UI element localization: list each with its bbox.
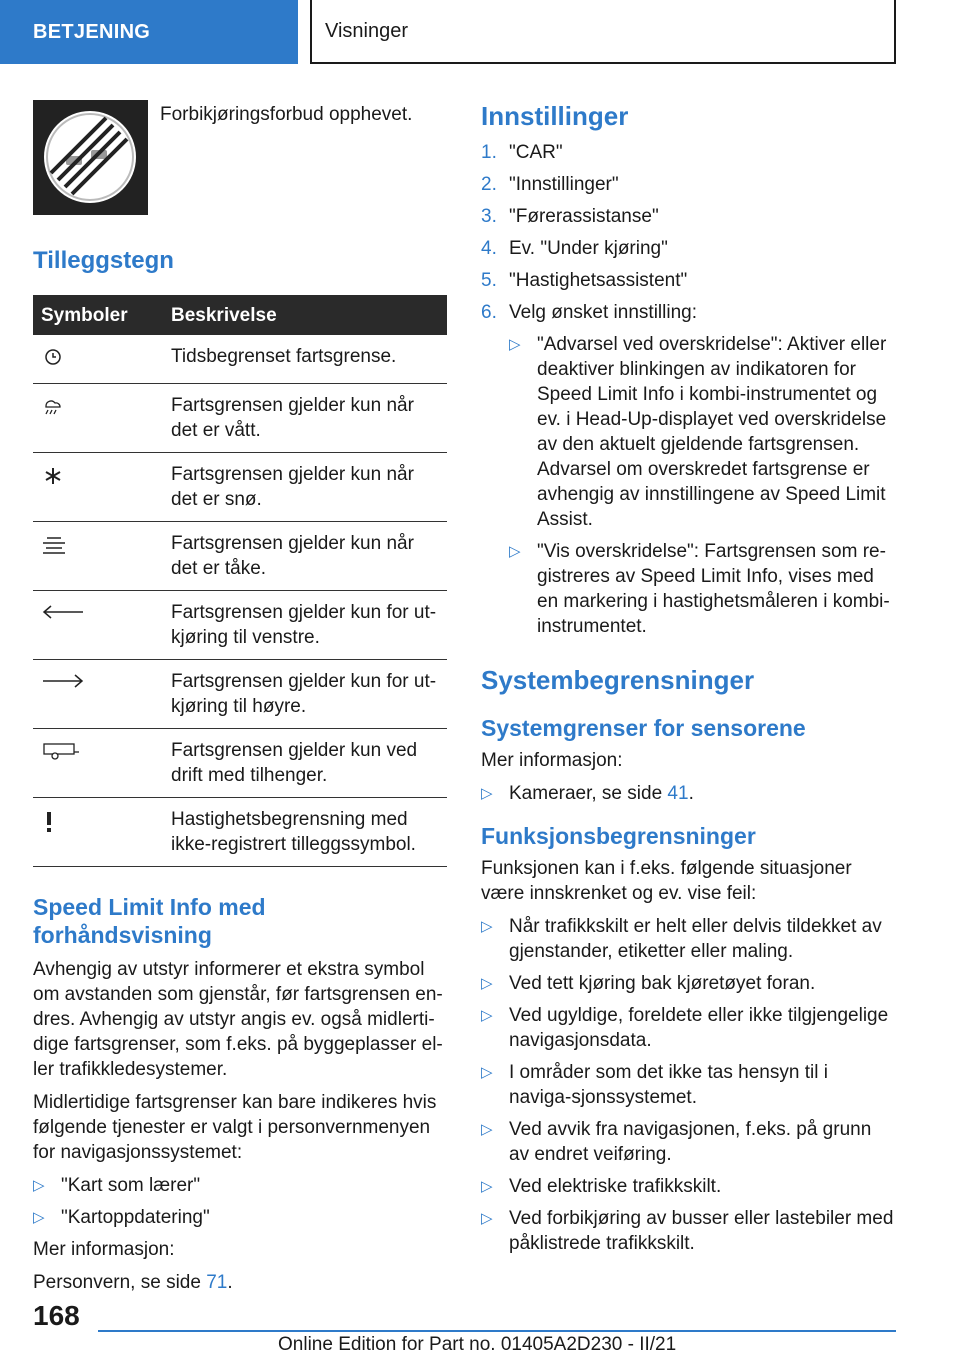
triangle-bullet-icon: ▷ [481,785,493,802]
overtaking-end-sign-icon [33,100,148,215]
table-cell-description: Fartsgrensen gjelder kun for ut-kjøring til høyre. [163,660,447,729]
triangle-bullet-icon: ▷ [481,918,493,935]
function-limits-heading: Funksjonsbegrensninger [481,823,756,849]
trailer-icon [41,741,81,761]
sensor-list [481,781,895,806]
page-number: 168 [33,1300,80,1331]
table-cell-description: Fartsgrensen gjelder kun når det er vått. [163,384,447,453]
arrow-right-icon [41,672,85,690]
list-item [481,1174,895,1199]
speed-limit-paragraph-1: Avhengig av utstyr informerer et ekstra symbol om avstanden som gjenstår, før fartsgrensen en-dres. Avhengig av utstyr angis ev. også midlerti-dige fartsgrenser, som f.eks. på byggeplasser el-ler trafikkledesystemer. [33,959,443,1080]
step-text: "Hastighetsassistent" [509,270,688,291]
table-row [33,729,447,798]
table-row [33,798,447,867]
sign-caption: Forbikjøringsforbud opphevet. [160,104,413,125]
function-limits-list [481,914,895,1256]
triangle-bullet-icon: ▷ [33,1209,45,1226]
chapter-title [310,0,896,64]
step-text: "Innstillinger" [509,174,619,195]
list-item-text: Ved ugyldige, foreldete eller ikke tilgjengelige navigasjonsdata. [509,1005,889,1051]
table-cell-description: Fartsgrensen gjelder kun for ut-kjøring til venstre. [163,591,447,660]
sensor-limits-heading: Systemgrenser for sensorene [481,715,806,741]
table-cell-description: Hastighetsbegrensning med ikke-registrert tilleggssymbol. [163,798,447,867]
step-number: 1. [481,142,497,163]
snowflake-icon [41,465,65,487]
section-tab: BETJENING [0,0,298,64]
table-header-description: Beskrivelse [163,295,447,335]
list-item [33,1205,447,1230]
table-cell-description: Fartsgrensen gjelder kun når det er tåke. [163,522,447,591]
list-item-text: Ved avvik fra navigasjonen, f.eks. på grunn av endret veiføring. [509,1119,872,1165]
step-6-options [509,332,895,639]
step-6-content [509,300,895,646]
footer-divider [98,1330,896,1332]
rain-icon [41,396,65,418]
table-row [33,453,447,522]
camera-ref-text: Kameraer, se side [509,783,668,804]
privacy-reference [33,1270,447,1295]
list-item [481,1060,895,1110]
list-item-text: "Kart som lærer" [61,1175,201,1196]
settings-heading: Innstillinger [481,101,629,131]
list-item [481,1117,895,1167]
sign-block [33,100,447,215]
triangle-bullet-icon: ▷ [481,1121,493,1138]
sensor-more-info: Mer informasjon: [481,750,623,771]
triangle-bullet-icon: ▷ [33,1177,45,1194]
list-item-text: "Kartoppdatering" [61,1207,210,1228]
privacy-page-link[interactable]: 71 [206,1272,228,1293]
services-list [33,1173,447,1230]
triangle-bullet-icon: ▷ [509,336,521,353]
triangle-bullet-icon: ▷ [481,1064,493,1081]
list-item-text: Ved tett kjøring bak kjøretøyet foran. [509,973,816,994]
list-item [481,914,895,964]
step-item [481,140,895,165]
step-item [481,300,895,646]
list-item-text: Når trafikkskilt er helt eller delvis tildekket av gjenstander, etiketter eller maling. [509,916,882,962]
fog-icon [41,534,67,556]
table-row [33,335,447,384]
list-item [33,1173,447,1198]
table-cell-description: Tidsbegrenset fartsgrense. [163,335,447,384]
table-row [33,660,447,729]
step-item [481,172,895,197]
list-item-text: I områder som det ikke tas hensyn til i naviga-sjonssystemet. [509,1062,828,1108]
privacy-ref-suffix: . [227,1272,233,1293]
list-item [481,781,895,806]
tilleggstegn-heading: Tilleggstegn [33,247,174,274]
table-cell-description: Fartsgrensen gjelder kun når det er snø. [163,453,447,522]
system-limits-heading: Systembegrensninger [481,665,755,695]
table-header-row [33,295,447,335]
step-text: "CAR" [509,142,563,163]
triangle-bullet-icon: ▷ [481,1178,493,1195]
settings-steps [481,140,895,646]
speed-limit-heading: Speed Limit Info med forhåndsvisning [33,894,266,948]
edition-note: Online Edition for Part no. 01405A2D230 - II/21 [278,1334,677,1355]
list-item [509,332,895,532]
function-intro: Funksjonen kan i f.eks. følgende situasjoner være innskrenket og ev. vise feil: [481,858,852,904]
table-row [33,591,447,660]
list-item [481,971,895,996]
symbols-table [33,295,447,867]
step-item [481,268,895,293]
step-item [481,236,895,261]
arrow-left-icon [41,603,85,621]
list-item [481,1206,895,1256]
table-cell-description: Fartsgrensen gjelder kun ved drift med tilhenger. [163,729,447,798]
exclamation-icon [41,810,57,834]
list-item-text: Ved forbikjøring av busser eller lastebiler med påklistrede trafikkskilt. [509,1208,894,1254]
step-number: 3. [481,206,497,227]
step-number: 2. [481,174,497,195]
table-row [33,384,447,453]
table-row [33,522,447,591]
list-item-text: Ved elektriske trafikkskilt. [509,1176,722,1197]
triangle-bullet-icon: ▷ [481,1210,493,1227]
triangle-bullet-icon: ▷ [509,543,521,560]
right-column [481,100,895,1263]
camera-page-link[interactable]: 41 [667,783,689,804]
table-header-symbols: Symboler [33,295,163,335]
step-text: "Førerassistanse" [509,206,659,227]
camera-ref-suffix: . [688,783,694,804]
camera-reference [509,781,694,806]
privacy-ref-text: Personvern, se side [33,1272,207,1293]
clock-icon [41,347,65,367]
left-column [33,100,447,1295]
chapter-title-text: Visninger [325,19,409,42]
speed-limit-paragraph-2: Midlertidige fartsgrenser kan bare indikeres hvis følgende tjenester er valgt i personvernmenyen for navigasjonssystemet: [33,1092,437,1163]
list-item [509,539,895,639]
step-number: 4. [481,238,497,259]
triangle-bullet-icon: ▷ [481,1007,493,1024]
triangle-bullet-icon: ▷ [481,975,493,992]
more-info-label: Mer informasjon: [33,1239,175,1260]
step-number: 5. [481,270,497,291]
list-item-text: "Vis overskridelse": Fartsgrensen som re-gistreres av Speed Limit Info, vises med en markering i hastighetsmåleren i kombi-instrumentet. [537,541,890,637]
step-number: 6. [481,302,497,323]
step-text: Ev. "Under kjøring" [509,238,668,259]
list-item [481,1003,895,1053]
list-item-text: "Advarsel ved overskridelse": Aktiver eller deaktiver blinkingen av indikatoren for Speed Limit Info i kombi-instrumentet og ev. i Head-Up-displayet ved overskridelse av den aktuelt gjeldende fartsgrensen. Advarsel om overskredet fartsgrense er avhengig av innstillingene av Speed Limit Assist. [537,334,887,530]
step-text: Velg ønsket innstilling: [509,302,697,323]
step-item [481,204,895,229]
